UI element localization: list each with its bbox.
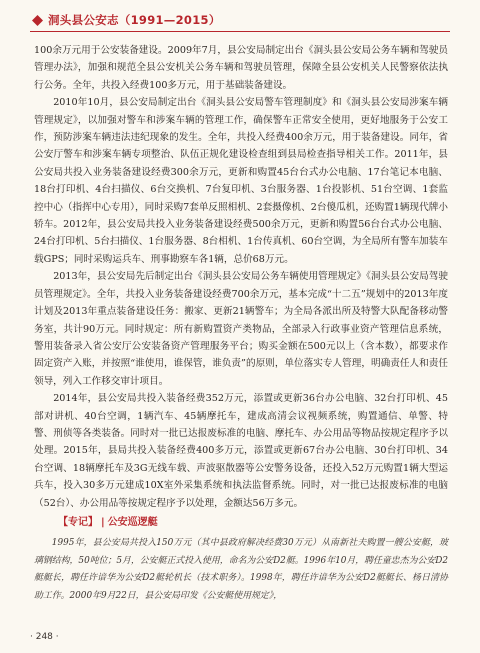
separator-bar: |: [101, 517, 105, 528]
special-note-text: [34, 535, 448, 605]
paragraph: 2010年10月，县公安局制定出台《洞头县公安局警车管理制度》和《洞头县公安局涉案车辆管理规定》，以加强对警车和涉案车辆的管理工作，确保警车正常安全使用，更好地服务于公安工作，预防涉案车辆违法违纪现象的发生。全年，共投入经费400余万元，用于装备建设。同年，省公安厅警车和涉案车辆专项整治、队伍正规化建设检查组到县局检查指导相关工作。2011年，县公安局共投入业务装备建设经费300余万元，更新和购置45台台式办公电脑、17台笔记本电脑、18台打印机、4台扫描仪、6台交换机、7台复印机、3台服务器、1台投影机、51台空调、1套监控中心（指挥中心专用），同时采购7套单反照相机、2套摄像机、2台傻瓜机，还购置1辆现代牌小轿车。2012年，县公安局共投入业务装备建设经费500余万元，更新和购置56台台式办公电脑、24台打印机、5台扫描仪、1台服务器、8台相机、1台传真机、60台空调，为全局所有警车加装车载GPS；同时采购运兵车、刑事勘察车各1辆，总价68万元。: [34, 97, 448, 265]
paragraph: 1995年，县公安局共投入150万元（其中县政府解决经费30万元）从南新社夫购置一艘公安艇，玻璃钢结构，50吨位；5月，公安艇正式投入使用，命名为公安D2艇。1996年10月，聘任童忠杰为公安D2艇艇长，聘任许谙华为公安D2艇轮机长（技术职务）。1998年，聘任许谙华为公安D2艇艇长、杨日清协助工作。2000年9月22日，县公安局印发《公安艇使用规定》，: [34, 538, 448, 601]
paragraph: 2014年，县公安局共投入装备经费352万元，添置或更新36台办公电脑、32台打印机、45部对讲机、40台空调，1辆汽车、45辆摩托车，建成高清会议视频系统，购置通信、单警、特警、刑侦等各类装备。同时对一批已达报废标准的电脑、摩托车、办公用品等物品按规定程序予以处理。2015年，县局共投入装备经费400多万元，添置或更新67台办公电脑、30台打印机、34台空调、18辆摩托车及3G无线车载、声波驱散器等公安警务设备，还投入52万元购置1辆大型运兵车，投入30多万元建成10X室外采集系统和执法监督系统。同时，对一批已达报废标准的电脑（52台）、办公用品等按规定程序予以处理，金额达56万多元。: [34, 393, 448, 509]
header-rule: [30, 31, 450, 32]
main-text: [34, 42, 448, 512]
paragraph: 100余万元用于公安装备建设。2009年7月，县公安局制定出台《洞头县公安局公务车辆和驾驶员管理办法》，加强和规范全县公安机关公务车辆和驾驶员管理，保障全县公安机关人民警察依法执行公务。全年，共投入经费100多万元，用于基础装备建设。: [34, 45, 448, 91]
special-note-heading: [58, 513, 158, 528]
diamond-bullet-icon: [32, 15, 43, 26]
book-title: 洞头县公安志（1991—2015）: [48, 13, 221, 27]
special-note-tag: 【专记】: [58, 517, 98, 528]
special-note-title: 公安巡逻艇: [107, 517, 158, 528]
running-header: [30, 10, 450, 30]
paragraph: 2013年，县公安局先后制定出台《洞头县公安局公务车辆使用管理规定》《洞头县公安局驾驶员管理规定》。全年，共投入业务装备建设经费700余万元，基本完成“十二五”规划中的2013年度计划及2013年重点装备建设任务：搬家、更新21辆警车；为全局各派出所及特警大队配备移动警务室，共计90万元。同时规定：所有新购置资产类物品，全部录入行政事业资产管理信息系统，警用装备录入省公安厅公安装备资产管理服务平台；购买金额在500元以上（含本数），都要求作固定资产入账，并按照“谁使用，谁保管，谁负责”的原则，单位落实专人管理，明确责任人和责任领导，列入工作移交审计项目。: [34, 271, 448, 387]
page-number: · 248 ·: [30, 632, 59, 642]
